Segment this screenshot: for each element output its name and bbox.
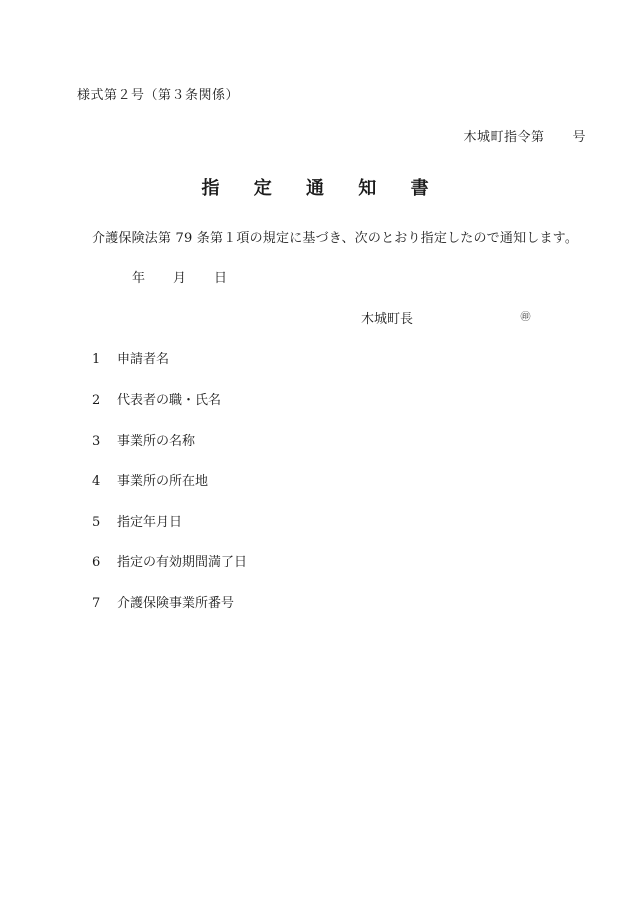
item-number: 5 <box>92 515 101 530</box>
item-number: 3 <box>92 434 101 449</box>
title-char: 指 <box>201 178 220 199</box>
title-char: 書 <box>410 178 429 199</box>
item-number: 1 <box>92 352 101 367</box>
item-number: 4 <box>92 474 101 489</box>
seal-mark: ㊞ <box>520 312 531 323</box>
list-item <box>92 592 234 611</box>
item-number: 2 <box>92 393 101 408</box>
item-label: 代表者の職・氏名 <box>117 393 222 408</box>
title-char: 知 <box>358 178 377 199</box>
item-number: 6 <box>92 555 101 570</box>
day-label: 日 <box>214 271 228 286</box>
list-item <box>92 511 182 530</box>
item-label: 事業所の名称 <box>117 434 196 449</box>
item-label: 指定年月日 <box>117 515 183 530</box>
item-number: 7 <box>92 596 101 611</box>
document-title <box>0 174 630 200</box>
list-item <box>92 430 195 449</box>
date-line <box>132 267 227 286</box>
list-item <box>92 470 208 489</box>
item-label: 介護保険事業所番号 <box>117 596 235 611</box>
document-number-prefix: 木城町指令第 <box>463 130 545 145</box>
document-number <box>463 126 586 145</box>
month-label: 月 <box>173 271 187 286</box>
list-item <box>92 551 247 570</box>
title-char: 定 <box>253 178 272 199</box>
list-item <box>92 348 169 367</box>
item-label: 申請者名 <box>117 352 170 367</box>
item-label: 事業所の所在地 <box>117 474 209 489</box>
issuer-name: 木城町長 <box>361 312 414 327</box>
year-label: 年 <box>132 271 146 286</box>
body-text: 介護保険法第 79 条第１項の規定に基づき、次のとおり指定したので通知します。 <box>92 231 579 246</box>
document-number-suffix: 号 <box>572 130 586 145</box>
item-label: 指定の有効期間満了日 <box>117 555 248 570</box>
form-label: 様式第２号（第３条関係） <box>77 88 240 103</box>
title-char: 通 <box>306 178 324 199</box>
list-item <box>92 389 221 408</box>
